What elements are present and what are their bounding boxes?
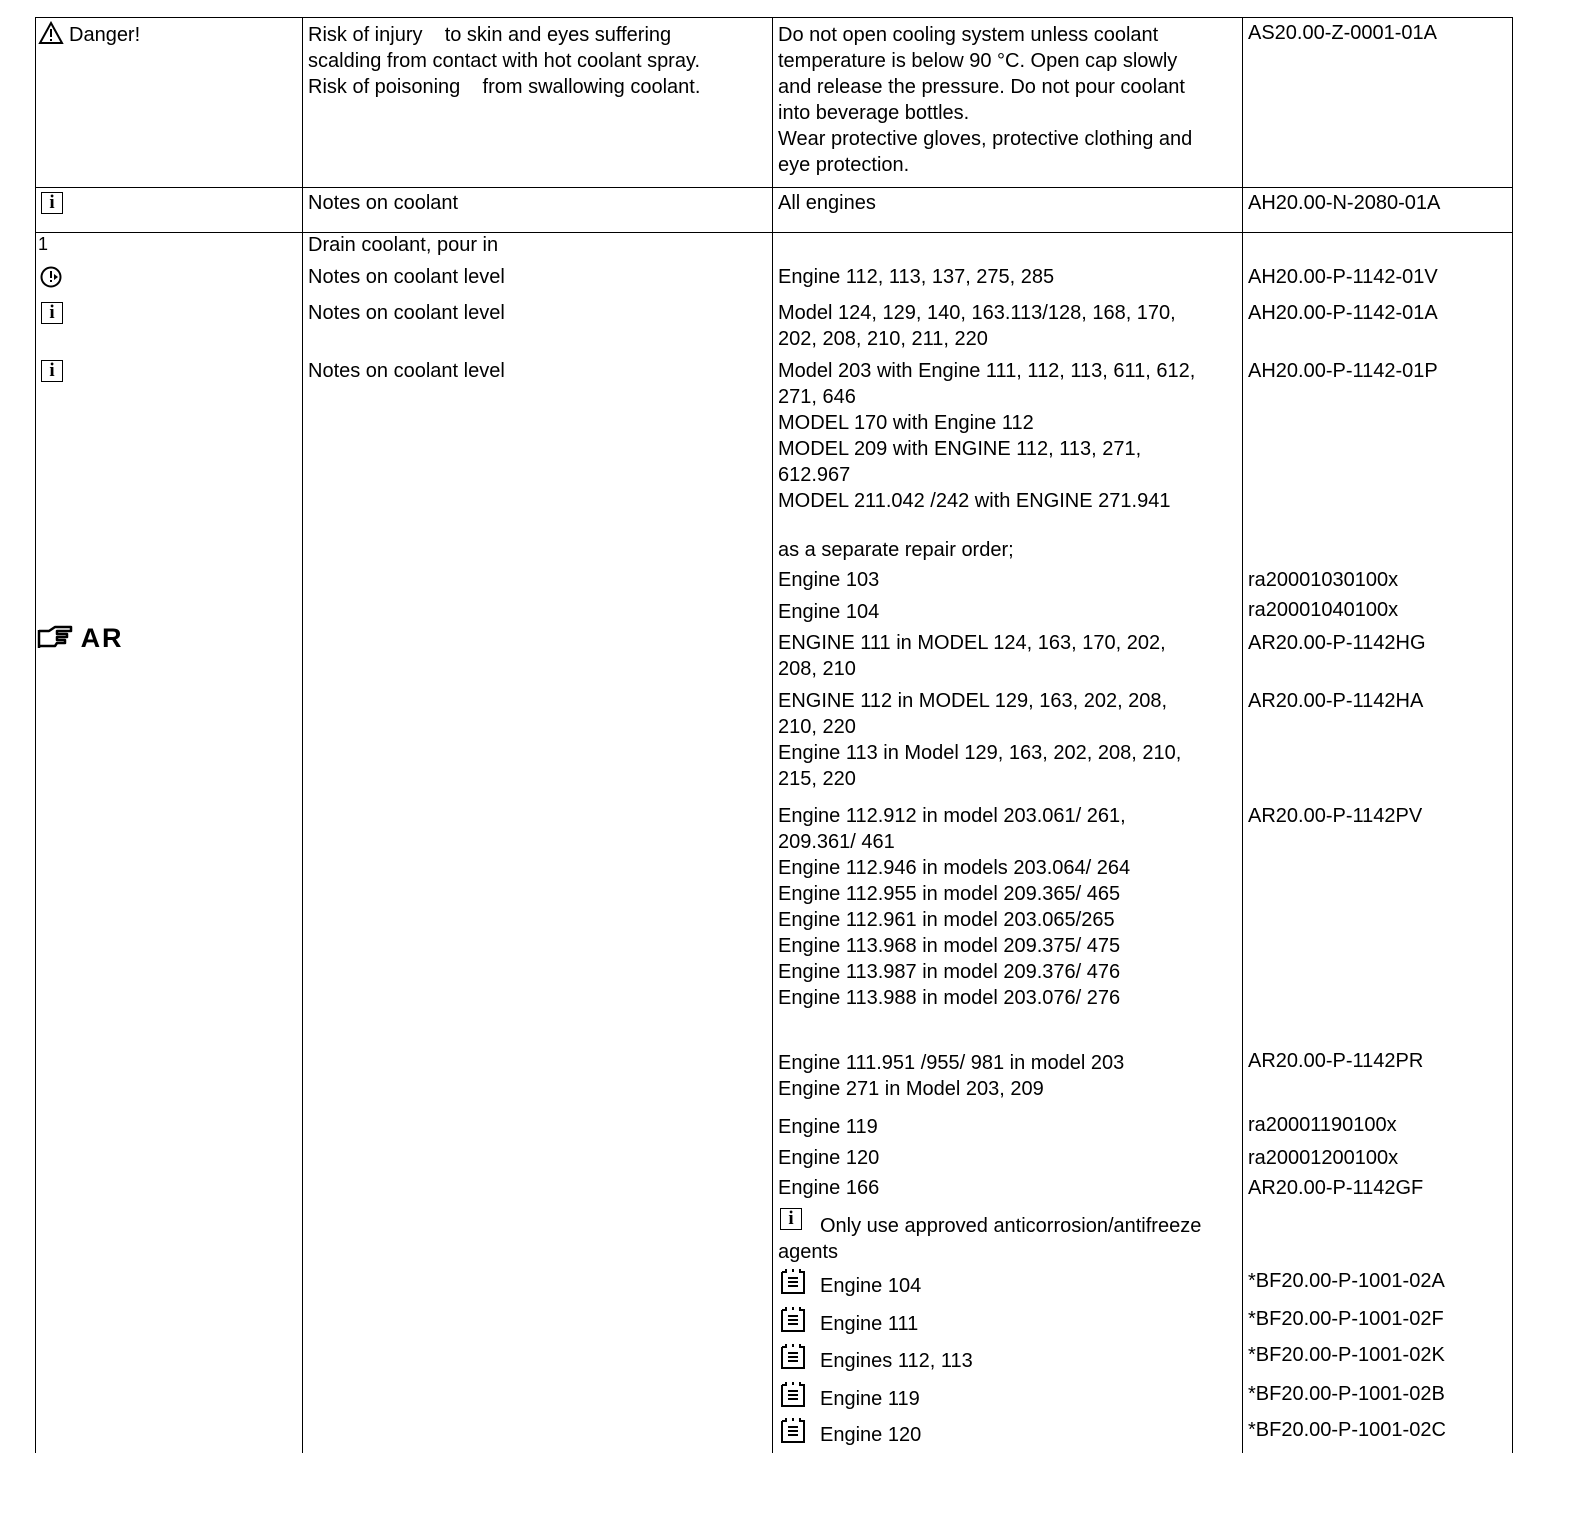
spec-text: Engine 119 <box>820 1388 920 1410</box>
text-line: Engine 112.946 in models 203.064/ 264 <box>778 857 1131 879</box>
document-ref: AR20.00-P-1142HG <box>1248 632 1426 654</box>
document-ref: *BF20.00-P-1001-02C <box>1248 1419 1446 1441</box>
document-ref: *BF20.00-P-1001-02K <box>1248 1344 1445 1366</box>
repair-applies: Engine 120 <box>778 1147 880 1169</box>
repair-applies <box>778 803 1130 1011</box>
danger-notes <box>778 22 1192 178</box>
column-divider <box>1512 17 1513 1453</box>
text-line: Engine 113.968 in model 209.375/ 475 <box>778 935 1121 957</box>
separate-order-note: as a separate repair order; <box>778 539 1014 561</box>
text-line: Model 124, 129, 140, 163.113/128, 168, 170, <box>778 302 1176 324</box>
document-ref: AH20.00-P-1142-01V <box>1248 266 1438 288</box>
text-line: agents <box>778 1241 839 1263</box>
column-divider <box>302 17 303 1453</box>
level-applies: Engine 112, 113, 137, 275, 285 <box>778 266 1055 288</box>
document-ref: AH20.00-P-1142-01A <box>1248 302 1438 324</box>
row-divider <box>35 187 1513 188</box>
repair-applies: Engine 166 <box>778 1177 880 1199</box>
text-line: ENGINE 111 in MODEL 124, 163, 170, 202, <box>778 632 1166 654</box>
text-line: temperature is below 90 °C. Open cap slowly <box>778 50 1178 72</box>
text-line: Engine 113.988 in model 203.076/ 276 <box>778 987 1121 1009</box>
document-ref: ra20001030100x <box>1248 569 1399 591</box>
text-line: Wear protective gloves, protective clothing and <box>778 128 1193 150</box>
text-line: 215, 220 <box>778 768 856 790</box>
document-ref: AR20.00-P-1142PR <box>1248 1050 1424 1072</box>
text-line: Risk of poisoning from swallowing coolant. <box>308 76 701 98</box>
document-ref: *BF20.00-P-1001-02B <box>1248 1383 1445 1405</box>
repair-applies <box>778 630 1166 682</box>
table-top-border <box>35 17 1513 18</box>
spec-book-icon <box>779 1417 807 1445</box>
text-line: eye protection. <box>778 154 910 176</box>
spec-book-icon <box>779 1306 807 1334</box>
ar-label: AR <box>80 623 124 653</box>
text-line: and release the pressure. Do not pour coolant <box>778 76 1185 98</box>
text-line: Engine 112.961 in model 203.065/265 <box>778 909 1115 931</box>
approved-agents-note <box>778 1213 1201 1265</box>
spec-book-icon <box>779 1381 807 1409</box>
text-line: into beverage bottles. <box>778 102 970 124</box>
info-icon: i <box>41 302 63 324</box>
pointing-hand-icon <box>37 624 75 652</box>
coolant-applies: All engines <box>778 192 876 214</box>
document-ref: AR20.00-P-1142PV <box>1248 805 1423 827</box>
text-line: Do not open cooling system unless coolant <box>778 24 1159 46</box>
repair-reference-marker <box>37 624 124 652</box>
repair-applies: Engine 103 <box>778 569 880 591</box>
text-line: 210, 220 <box>778 716 856 738</box>
text-line: Engine 113.987 in model 209.376/ 476 <box>778 961 1121 983</box>
text-line: Engine 271 in Model 203, 209 <box>778 1078 1044 1100</box>
info-icon: i <box>41 192 63 214</box>
text-line: Engine 112.955 in model 209.365/ 465 <box>778 883 1121 905</box>
step-number: 1 <box>38 234 49 254</box>
step-title: Drain coolant, pour in <box>308 234 499 256</box>
text-line: MODEL 209 with ENGINE 112, 113, 271, <box>778 438 1142 460</box>
document-ref: AR20.00-P-1142HA <box>1248 690 1424 712</box>
text-line: Engine 111.951 /955/ 981 in model 203 <box>778 1052 1125 1074</box>
info-icon: i <box>41 360 63 382</box>
repair-applies: Engine 119 <box>778 1116 878 1138</box>
text-line: MODEL 170 with Engine 112 <box>778 412 1034 434</box>
repair-applies <box>778 688 1181 792</box>
level-text: Notes on coolant level <box>308 302 505 324</box>
coolant-text: Notes on coolant <box>308 192 459 214</box>
text-line: Model 203 with Engine 111, 112, 113, 611, 612, <box>778 360 1196 382</box>
document-ref: AH20.00-P-1142-01P <box>1248 360 1438 382</box>
level-text: Notes on coolant level <box>308 360 505 382</box>
spec-book-icon <box>779 1268 807 1296</box>
text-line: 612.967 <box>778 464 851 486</box>
text-line: MODEL 211.042 /242 with ENGINE 271.941 <box>778 490 1171 512</box>
text-line: scalding from contact with hot coolant spray. <box>308 50 701 72</box>
column-divider <box>1242 17 1243 1453</box>
info-icon: i <box>780 1208 802 1230</box>
spec-book-icon <box>779 1343 807 1371</box>
level-text: Notes on coolant level <box>308 266 505 288</box>
danger-label: Danger! <box>69 24 141 46</box>
text-line: Risk of injury to skin and eyes suffering <box>308 24 672 46</box>
text-line: Engine 112.912 in model 203.061/ 261, <box>778 805 1126 827</box>
document-ref: AS20.00-Z-0001-01A <box>1248 22 1438 44</box>
document-ref: AH20.00-N-2080-01A <box>1248 192 1441 214</box>
document-ref: *BF20.00-P-1001-02F <box>1248 1308 1444 1330</box>
column-divider <box>772 17 773 1453</box>
document-ref: AR20.00-P-1142GF <box>1248 1177 1424 1199</box>
row-divider <box>35 232 1513 233</box>
column-divider <box>35 17 36 1453</box>
document-ref: ra20001190100x <box>1248 1114 1397 1136</box>
clock-warning-icon <box>39 265 63 289</box>
spec-text: Engine 120 <box>820 1424 922 1446</box>
document-ref: ra20001040100x <box>1248 599 1399 621</box>
text-line: 208, 210 <box>778 658 856 680</box>
text-line: 209.361/ 461 <box>778 831 895 853</box>
level-applies <box>778 300 1176 352</box>
spec-text: Engine 104 <box>820 1275 922 1297</box>
text-line: Engine 113 in Model 129, 163, 202, 208, 210, <box>778 742 1182 764</box>
document-ref: *BF20.00-P-1001-02A <box>1248 1270 1445 1292</box>
warning-triangle-icon <box>38 21 64 45</box>
text-line: ENGINE 112 in MODEL 129, 163, 202, 208, <box>778 690 1168 712</box>
text-line: Only use approved anticorrosion/antifreeze <box>820 1215 1202 1237</box>
repair-applies <box>778 1050 1124 1102</box>
repair-applies: Engine 104 <box>778 601 880 623</box>
level-applies <box>778 358 1195 514</box>
spec-text: Engine 111 <box>820 1313 919 1335</box>
spec-text: Engines 112, 113 <box>820 1350 973 1372</box>
text-line: 202, 208, 210, 211, 220 <box>778 328 988 350</box>
danger-text <box>308 22 700 100</box>
document-ref: ra20001200100x <box>1248 1147 1399 1169</box>
text-line: 271, 646 <box>778 386 856 408</box>
